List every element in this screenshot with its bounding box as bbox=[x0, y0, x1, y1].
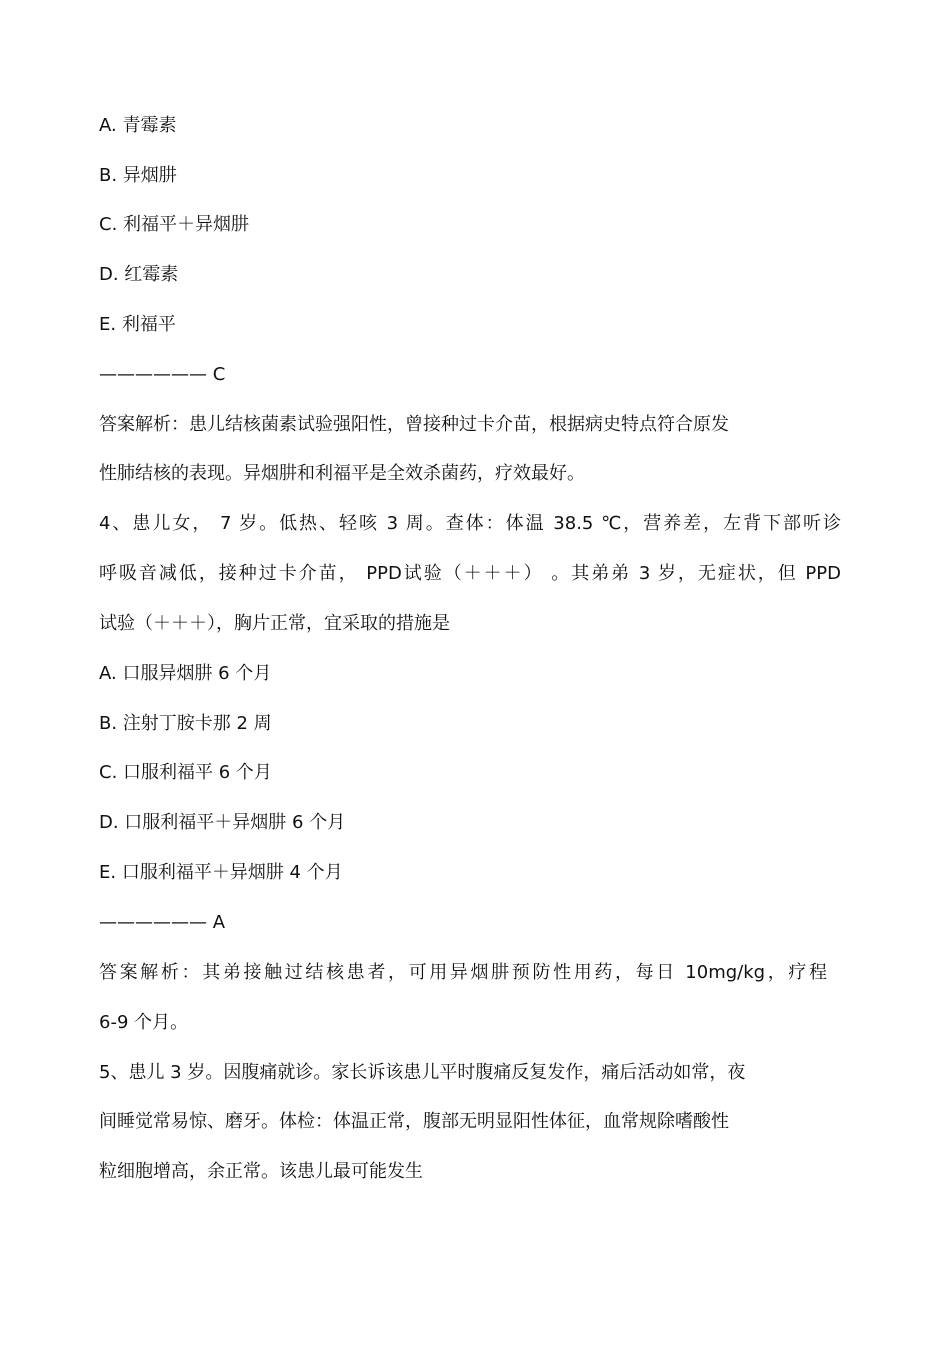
q4-option-c: C. 口服利福平 6 个月 bbox=[99, 762, 272, 783]
q4-option-d: D. 口服利福平＋异烟肼 6 个月 bbox=[99, 812, 346, 833]
q4-option-a: A. 口服异烟肼 6 个月 bbox=[99, 663, 272, 684]
q4-explanation-line-1: 答案解析：其弟接触过结核患者，可用异烟肼预防性用药，每日 10mg/kg，疗程 bbox=[99, 962, 827, 983]
q3-option-a: A. 青霉素 bbox=[99, 115, 177, 136]
q3-explanation-line-1: 答案解析：患儿结核菌素试验强阳性，曾接种过卡介苗，根据病史特点符合原发 bbox=[99, 414, 729, 435]
q4-stem-line-2: 呼吸音减低，接种过卡介苗， PPD试验（＋＋＋） 。其弟弟 3 岁，无症状，但 PPD bbox=[99, 563, 841, 584]
q3-option-e: E. 利福平 bbox=[99, 314, 176, 335]
q3-option-c: C. 利福平＋异烟肼 bbox=[99, 214, 250, 235]
q3-option-b: B. 异烟肼 bbox=[99, 165, 177, 186]
q4-explanation-line-2: 6-9 个月。 bbox=[99, 1012, 189, 1033]
q3-explanation-line-2: 性肺结核的表现。异烟肼和利福平是全效杀菌药，疗效最好。 bbox=[99, 463, 585, 484]
q4-stem-line-1: 4、患儿女， 7 岁。低热、轻咳 3 周。查体：体温 38.5 ℃，营养差，左背下部听诊 bbox=[99, 513, 841, 534]
q4-option-b: B. 注射丁胺卡那 2 周 bbox=[99, 713, 272, 734]
q5-stem-line-2: 间睡觉常易惊、磨牙。体检：体温正常，腹部无明显阳性体征，血常规除嗜酸性 bbox=[99, 1111, 729, 1132]
q5-stem-line-1: 5、患儿 3 岁。因腹痛就诊。家长诉该患儿平时腹痛反复发作，痛后活动如常，夜 bbox=[99, 1062, 746, 1083]
q3-option-d: D. 红霉素 bbox=[99, 264, 179, 285]
q4-option-e: E. 口服利福平＋异烟肼 4 个月 bbox=[99, 862, 343, 883]
q3-answer: —————— C bbox=[99, 364, 226, 385]
q4-stem-line-3: 试验（＋＋＋），胸片正常，宜采取的措施是 bbox=[99, 613, 450, 634]
q5-stem-line-3: 粒细胞增高，余正常。该患儿最可能发生 bbox=[99, 1161, 423, 1182]
q4-answer: —————— A bbox=[99, 912, 226, 933]
